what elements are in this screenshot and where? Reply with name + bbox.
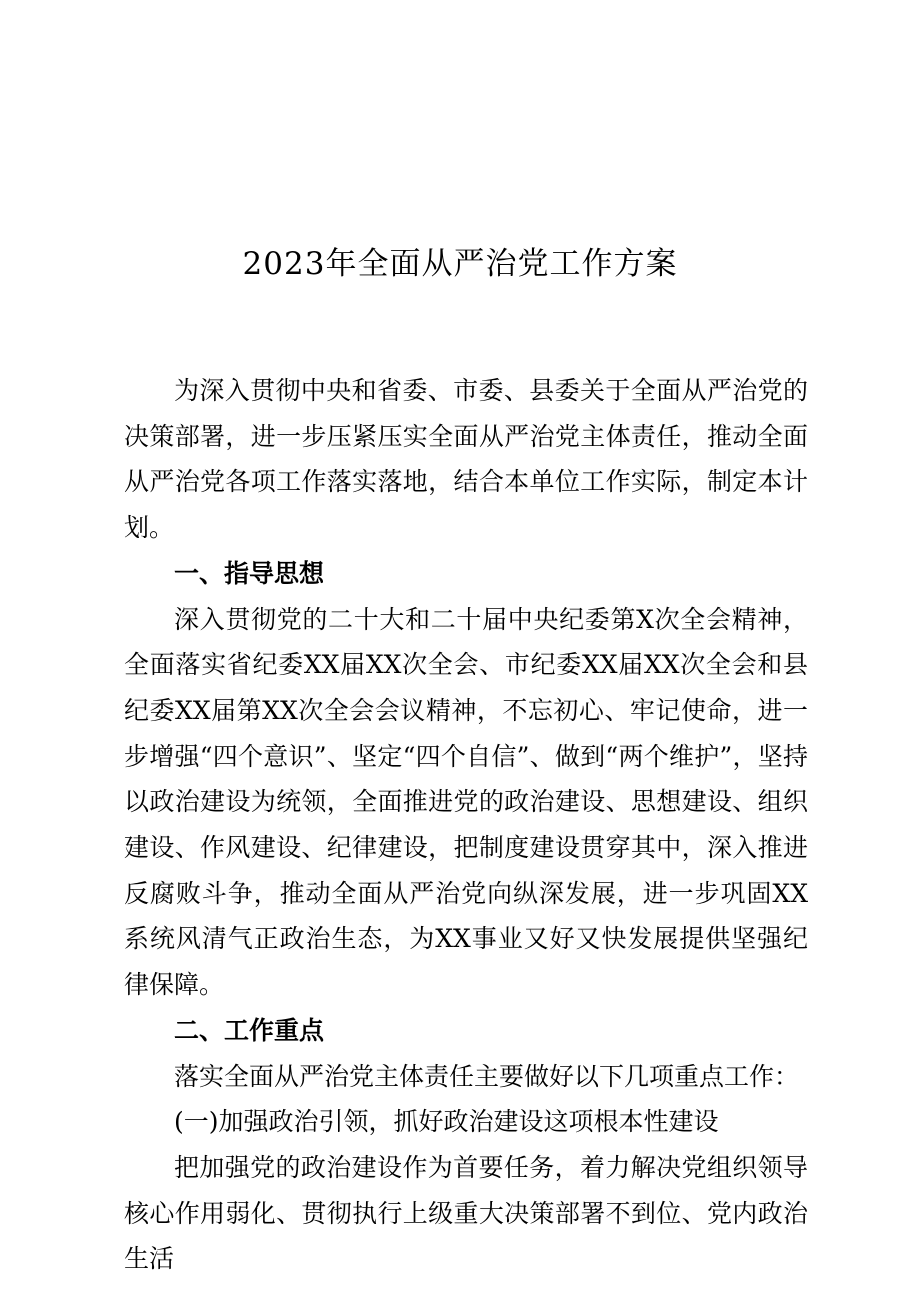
intro-paragraph: 为深入贯彻中央和省委、市委、县委关于全面从严治党的决策部署，进一步压紧压实全面从严治党主体责任，推动全面从严治党各项工作落实落地，结合本单位工作实际，制定本计划。 <box>124 376 808 543</box>
document-title: 2023年全面从严治党工作方案 <box>242 246 678 282</box>
subsection-heading-political-guidance: (一)加强政治引领，抓好政治建设这项根本性建设 <box>174 1107 719 1137</box>
section-heading-work-focus: 二、工作重点 <box>174 1015 325 1045</box>
political-guidance-paragraph: 把加强党的政治建设作为首要任务，着力解决党组织领导核心作用弱化、贯彻执行上级重大决策部署不到位、党内政治生活 <box>124 1152 808 1274</box>
section-heading-guiding-ideology: 一、指导思想 <box>174 558 325 588</box>
guiding-ideology-paragraph: 深入贯彻党的二十大和二十届中央纪委第X次全会精神，全面落实省纪委XX届XX次全会、市纪委XX届XX次全会和县纪委XX届第XX次全会会议精神，不忘初心、牢记使命，进一步增强“四个意识”、坚定“四个自信”、做到“两个维护”，坚持以政治建设为统领，全面推进党的政治建设、思想建设、组织建设、作风建设、纪律建设，把制度建设贯穿其中，深入推进反腐败斗争，推动全面从严治党向纵深发展，进一步巩固XX系统风清气正政治生态，为XX事业又好又快发展提供坚强纪律保障。 <box>124 604 808 1000</box>
work-focus-intro-paragraph: 落实全面从严治党主体责任主要做好以下几项重点工作： <box>174 1061 800 1091</box>
document-body <box>124 368 808 1282</box>
